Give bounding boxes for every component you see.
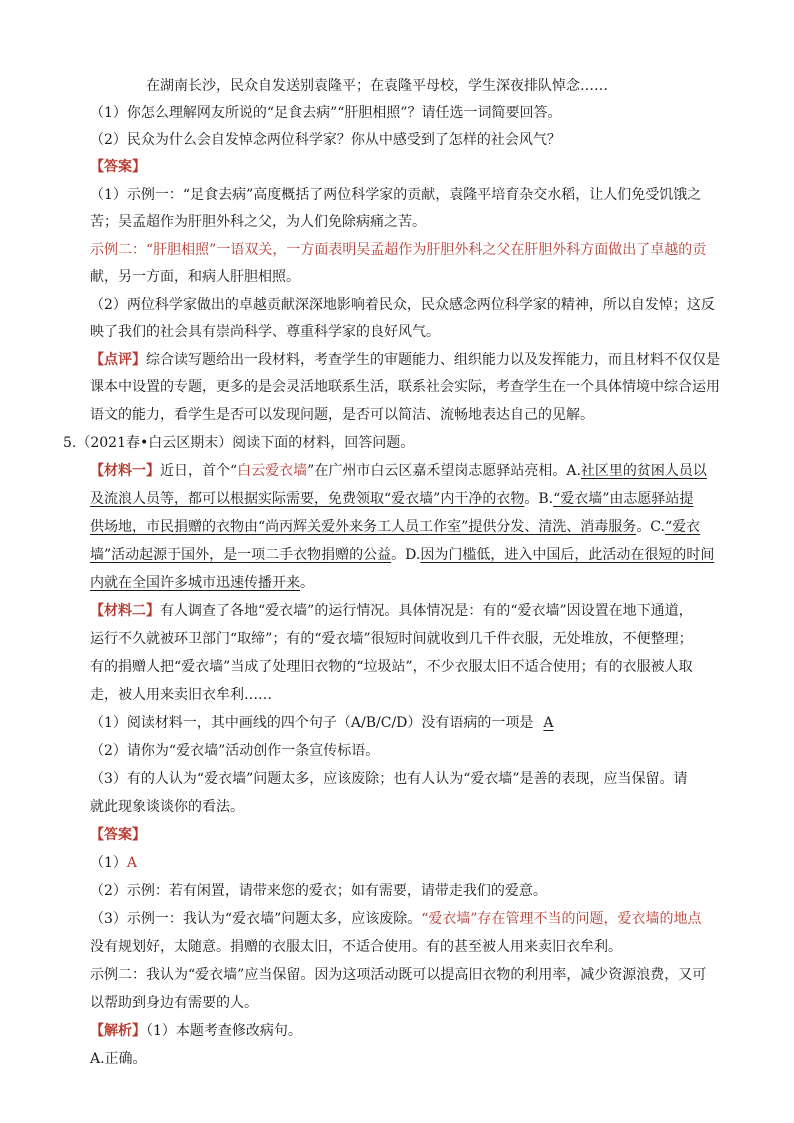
answer-heading: [90, 157, 720, 177]
answer-1-line-1: [90, 185, 720, 205]
answer-2-line-1: （2）两位科学家做出的卓越贡献深深地影响着民众，民众感念两位科学家的精神，所以自发悼；这反: [90, 297, 715, 313]
q5-question-3-line-2: 就此现象谈谈你的看法。: [90, 799, 244, 815]
analysis-line: [90, 1021, 720, 1041]
comment-tag: 【点评】: [90, 352, 146, 368]
answer-1-line-2: 苦；吴孟超作为肝胆外科之父，为人们免除病痛之苦。: [90, 214, 426, 230]
answer-value: A: [126, 855, 138, 871]
q5-question-1: [90, 713, 720, 733]
material-1-line-4: [90, 545, 720, 565]
answer-text: （3）示例一：我认为“爱衣墙”问题太多，应该废除。: [90, 911, 422, 927]
underlined-sentence-c: 墙”活动起源于国外，是一项二手衣物捐赠的公益: [90, 547, 392, 563]
material-1-tag: 【材料一】: [90, 463, 160, 479]
underlined-sentence-d: 因为门槛低，进入中国后，此活动在很短的时间: [420, 547, 715, 563]
question-5-heading: 5.（2021春•白云区期末）阅读下面的材料，回答问题。: [63, 435, 415, 451]
material-text: 有人调查了各地“爱衣墙”的运行情况。具体情况是：有的“爱衣墙”因设置在地下通道，: [160, 603, 693, 619]
comment-line-2: 课本中设置的专题，更多的是会灵活地联系生活，联系社会实际，考查学生在一个具体情境中综合运用: [90, 379, 720, 395]
q5-answer-heading: [90, 825, 720, 845]
question-text: （1）阅读材料一，其中画线的四个句子（A/B/C/D）没有语病的一项是: [90, 715, 534, 731]
material-text: 。C.: [636, 519, 665, 535]
material-1-line-5: [90, 573, 720, 593]
material-2-tag: 【材料二】: [90, 603, 160, 619]
material-text: 近日，首个“: [160, 463, 238, 479]
answer-tag: 【答案】: [90, 827, 146, 843]
material-2-line-2: 运行不久就被环卫部门“取缔”；有的“爱衣墙”很短时间就收到几千件衣服，无处堆放，不便整理；: [90, 631, 693, 647]
answer-2-line-2: 映了我们的社会具有崇尚科学、尊重科学家的良好风气。: [90, 324, 440, 340]
material-highlight: 白云爱衣墙: [237, 463, 308, 479]
comment-text: 综合读写题给出一段材料，考查学生的审题能力、组织能力以及发挥能力，而且材料不仅仅是: [146, 352, 720, 368]
q5-question-2: （2）请你为“爱衣墙”活动创作一条宣传标语。: [90, 743, 380, 759]
material-2-line-3: 有的捐赠人把“爱衣墙”当成了处理旧衣物的“垃圾站”，不少衣服太旧不适合使用；有的衣服被人取: [90, 659, 693, 675]
material-text: 。B.: [524, 491, 554, 507]
underlined-sentence-c: “爱衣: [664, 519, 701, 535]
material-2-line-1: [90, 601, 720, 621]
material-2-line-4: 走，被人用来卖旧衣牟利……: [90, 687, 272, 703]
answer-blank: A: [543, 715, 554, 731]
q5-answer-3-line-1: [90, 909, 720, 929]
question-1: （1）你怎么理解网友所说的“足食去病”“肝胆相照”？请任选一词简要回答。: [90, 105, 562, 121]
q5-answer-1: [90, 853, 720, 873]
material-1-line-2: [90, 489, 720, 509]
underlined-sentence-b: “爱衣墙”由志愿驿站提: [553, 491, 694, 507]
question-2: （2）民众为什么会自发悼念两位科学家？你从中感受到了怎样的社会风气？: [90, 132, 561, 148]
answer-text: （1）示例一：“足食去病”高度概括了两位科学家的贡献，袁隆平培育杂交水稻，让人们免受饥饿之: [90, 187, 702, 203]
answer-example-2-line-2: 献，另一方面，和病人肝胆相照。: [90, 269, 300, 285]
analysis-text: （1）本题考查修改病句。: [146, 1023, 302, 1039]
material-text: 。D.: [391, 547, 421, 563]
q5-answer-3-line-2: 没有规划好，太随意。捐赠的衣服太旧，不适合使用。有的甚至被人用来卖旧衣牟利。: [90, 939, 622, 955]
q5-answer-2: （2）示例：若有闲置，请带来您的爱衣；如有需要，请带走我们的爱意。: [90, 883, 547, 899]
q5-answer-example-2-line-2: 以帮助到身边有需要的人。: [90, 995, 258, 1011]
analysis-tag: 【解析】: [90, 1023, 146, 1039]
underlined-sentence-a: 社区里的贫困人员以: [580, 463, 707, 479]
analysis-a-line: A.正确。: [90, 1051, 147, 1067]
underlined-sentence-d: 内就在全国许多城市迅速传播开来: [90, 575, 300, 591]
answer-tag: 【答案】: [90, 159, 146, 175]
q5-question-3-line-1: （3）有的人认为“爱衣墙”问题太多，应该废除；也有人认为“爱衣墙”是善的表现，应当保留。请: [90, 771, 688, 787]
material-1-line-1: [90, 461, 720, 481]
comment-line-3: 语文的能力，看学生是否可以发现问题，是否可以简洁、流畅地表达自己的见解。: [90, 407, 594, 423]
material-1-line-3: [90, 517, 720, 537]
material-excerpt-line: 在湖南长沙，民众自发送别袁隆平；在袁隆平母校，学生深夜排队悼念……: [146, 78, 608, 94]
q5-answer-example-2-line-1: 示例二：我认为“爱衣墙”应当保留。因为这项活动既可以提高旧衣物的利用率，减少资源浪费，又可: [90, 967, 707, 983]
comment-line-1: [90, 350, 720, 370]
material-text: ”在广州市白云区嘉禾望岗志愿驿站亮相。A.: [307, 463, 581, 479]
underlined-sentence-a: 及流浪人员等，都可以根据实际需要，免费领取“爱衣墙”内干净的衣物: [90, 491, 525, 507]
answer-highlight: “爱衣墙”存在管理不当的问题，爱衣墙的地点: [421, 911, 702, 927]
underlined-sentence-b: 供场地，市民捐赠的衣物由“尚丙辉关爱外来务工人员工作室”提供分发、清洗、消毒服务: [90, 519, 637, 535]
answer-text: （1）: [90, 855, 127, 871]
material-text: 。: [300, 575, 314, 591]
answer-example-2-line-1: 示例二：“肝胆相照”一语双关，一方面表明吴孟超作为肝胆外科之父在肝胆外科方面做出了卓越的贡: [90, 242, 707, 258]
